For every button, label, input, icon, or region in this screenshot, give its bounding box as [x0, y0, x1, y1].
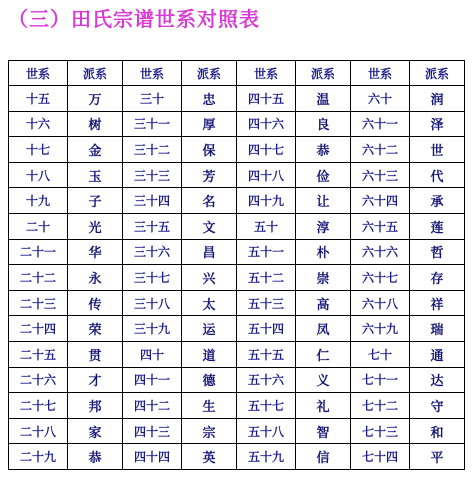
table-row [9, 341, 465, 367]
generation-cell: 四十二 [123, 393, 182, 419]
lineage-character-cell: 瑞 [410, 316, 465, 342]
lineage-character-cell: 忠 [182, 86, 237, 112]
lineage-character-cell: 光 [68, 213, 123, 239]
lineage-character-cell: 让 [296, 188, 351, 214]
lineage-character-cell: 道 [182, 341, 237, 367]
table-row [9, 213, 465, 239]
lineage-character-cell: 通 [410, 341, 465, 367]
generation-cell: 五十六 [237, 367, 296, 393]
generation-cell: 五十九 [237, 444, 296, 470]
generation-cell: 五十一 [237, 239, 296, 265]
generation-cell: 三十一 [123, 111, 182, 137]
generation-cell: 十九 [9, 188, 68, 214]
lineage-character-cell: 义 [296, 367, 351, 393]
lineage-character-cell: 代 [410, 162, 465, 188]
column-header: 世系 [351, 61, 410, 86]
lineage-character-cell: 恭 [296, 137, 351, 163]
table-row [9, 290, 465, 316]
table-row [9, 111, 465, 137]
generation-cell: 四十六 [237, 111, 296, 137]
table-row [9, 393, 465, 419]
lineage-character-cell: 淳 [296, 213, 351, 239]
generation-cell: 六十八 [351, 290, 410, 316]
lineage-character-cell: 万 [68, 86, 123, 112]
lineage-character-cell: 哲 [410, 239, 465, 265]
lineage-character-cell: 荣 [68, 316, 123, 342]
lineage-character-cell: 家 [68, 418, 123, 444]
generation-cell: 四十 [123, 341, 182, 367]
lineage-character-cell: 生 [182, 393, 237, 419]
generation-cell: 七十一 [351, 367, 410, 393]
lineage-character-cell: 智 [296, 418, 351, 444]
lineage-character-cell: 太 [182, 290, 237, 316]
column-header: 世系 [237, 61, 296, 86]
lineage-character-cell: 朴 [296, 239, 351, 265]
generation-cell: 三十三 [123, 162, 182, 188]
generation-cell: 五十八 [237, 418, 296, 444]
table-header-row [9, 61, 465, 86]
lineage-character-cell: 达 [410, 367, 465, 393]
generation-cell: 二十 [9, 213, 68, 239]
table-row [9, 444, 465, 470]
column-header: 派系 [296, 61, 351, 86]
generation-cell: 七十二 [351, 393, 410, 419]
generation-cell: 三十七 [123, 265, 182, 291]
table-row [9, 316, 465, 342]
lineage-character-cell: 崇 [296, 265, 351, 291]
table-row [9, 367, 465, 393]
lineage-character-cell: 芳 [182, 162, 237, 188]
generation-cell: 四十四 [123, 444, 182, 470]
generation-cell: 七十 [351, 341, 410, 367]
lineage-character-cell: 兴 [182, 265, 237, 291]
generation-cell: 二十九 [9, 444, 68, 470]
lineage-character-cell: 承 [410, 188, 465, 214]
generation-cell: 三十二 [123, 137, 182, 163]
generation-cell: 四十九 [237, 188, 296, 214]
generation-cell: 六十七 [351, 265, 410, 291]
generation-cell: 三十四 [123, 188, 182, 214]
page-title: （三）田氏宗谱世系对照表 [8, 7, 260, 31]
generation-cell: 五十二 [237, 265, 296, 291]
generation-cell: 六十六 [351, 239, 410, 265]
generation-cell: 二十五 [9, 341, 68, 367]
generation-cell: 五十五 [237, 341, 296, 367]
column-header: 派系 [68, 61, 123, 86]
lineage-character-cell: 信 [296, 444, 351, 470]
lineage-character-cell: 和 [410, 418, 465, 444]
lineage-character-cell: 金 [68, 137, 123, 163]
lineage-character-cell: 贯 [68, 341, 123, 367]
lineage-character-cell: 俭 [296, 162, 351, 188]
generation-cell: 三十 [123, 86, 182, 112]
lineage-character-cell: 德 [182, 367, 237, 393]
lineage-character-cell: 高 [296, 290, 351, 316]
lineage-character-cell: 树 [68, 111, 123, 137]
lineage-character-cell: 良 [296, 111, 351, 137]
genealogy-table [8, 60, 465, 470]
generation-cell: 七十三 [351, 418, 410, 444]
lineage-character-cell: 子 [68, 188, 123, 214]
lineage-character-cell: 名 [182, 188, 237, 214]
lineage-character-cell: 礼 [296, 393, 351, 419]
lineage-character-cell: 凤 [296, 316, 351, 342]
generation-cell: 二十一 [9, 239, 68, 265]
lineage-character-cell: 邦 [68, 393, 123, 419]
generation-cell: 三十八 [123, 290, 182, 316]
generation-cell: 二十三 [9, 290, 68, 316]
lineage-character-cell: 文 [182, 213, 237, 239]
lineage-character-cell: 玉 [68, 162, 123, 188]
lineage-character-cell: 永 [68, 265, 123, 291]
table-row [9, 162, 465, 188]
generation-cell: 二十八 [9, 418, 68, 444]
lineage-character-cell: 运 [182, 316, 237, 342]
lineage-character-cell: 英 [182, 444, 237, 470]
generation-cell: 二十二 [9, 265, 68, 291]
generation-cell: 六十五 [351, 213, 410, 239]
generation-cell: 四十一 [123, 367, 182, 393]
lineage-character-cell: 守 [410, 393, 465, 419]
table-row [9, 239, 465, 265]
generation-cell: 二十四 [9, 316, 68, 342]
generation-cell: 四十三 [123, 418, 182, 444]
generation-cell: 五十三 [237, 290, 296, 316]
generation-cell: 六十一 [351, 111, 410, 137]
generation-cell: 四十七 [237, 137, 296, 163]
generation-cell: 五十四 [237, 316, 296, 342]
generation-cell: 三十六 [123, 239, 182, 265]
lineage-character-cell: 润 [410, 86, 465, 112]
generation-cell: 十八 [9, 162, 68, 188]
generation-cell: 四十五 [237, 86, 296, 112]
generation-cell: 十六 [9, 111, 68, 137]
lineage-character-cell: 恭 [68, 444, 123, 470]
column-header: 派系 [182, 61, 237, 86]
table-row [9, 86, 465, 112]
lineage-character-cell: 仁 [296, 341, 351, 367]
generation-cell: 五十七 [237, 393, 296, 419]
generation-cell: 六十 [351, 86, 410, 112]
lineage-character-cell: 华 [68, 239, 123, 265]
lineage-character-cell: 才 [68, 367, 123, 393]
column-header: 派系 [410, 61, 465, 86]
column-header: 世系 [9, 61, 68, 86]
lineage-character-cell: 莲 [410, 213, 465, 239]
generation-cell: 五十 [237, 213, 296, 239]
lineage-character-cell: 昌 [182, 239, 237, 265]
table-row [9, 418, 465, 444]
lineage-character-cell: 温 [296, 86, 351, 112]
generation-cell: 六十二 [351, 137, 410, 163]
column-header: 世系 [123, 61, 182, 86]
generation-cell: 二十七 [9, 393, 68, 419]
table-row [9, 137, 465, 163]
generation-cell: 七十四 [351, 444, 410, 470]
generation-cell: 十五 [9, 86, 68, 112]
lineage-character-cell: 宗 [182, 418, 237, 444]
generation-cell: 十七 [9, 137, 68, 163]
lineage-character-cell: 存 [410, 265, 465, 291]
generation-cell: 二十六 [9, 367, 68, 393]
table-row [9, 188, 465, 214]
lineage-character-cell: 世 [410, 137, 465, 163]
lineage-character-cell: 泽 [410, 111, 465, 137]
generation-cell: 三十九 [123, 316, 182, 342]
generation-cell: 六十三 [351, 162, 410, 188]
lineage-character-cell: 厚 [182, 111, 237, 137]
generation-cell: 六十九 [351, 316, 410, 342]
lineage-character-cell: 传 [68, 290, 123, 316]
lineage-character-cell: 祥 [410, 290, 465, 316]
lineage-character-cell: 保 [182, 137, 237, 163]
generation-cell: 四十八 [237, 162, 296, 188]
table-row [9, 265, 465, 291]
lineage-character-cell: 平 [410, 444, 465, 470]
generation-cell: 三十五 [123, 213, 182, 239]
generation-cell: 六十四 [351, 188, 410, 214]
